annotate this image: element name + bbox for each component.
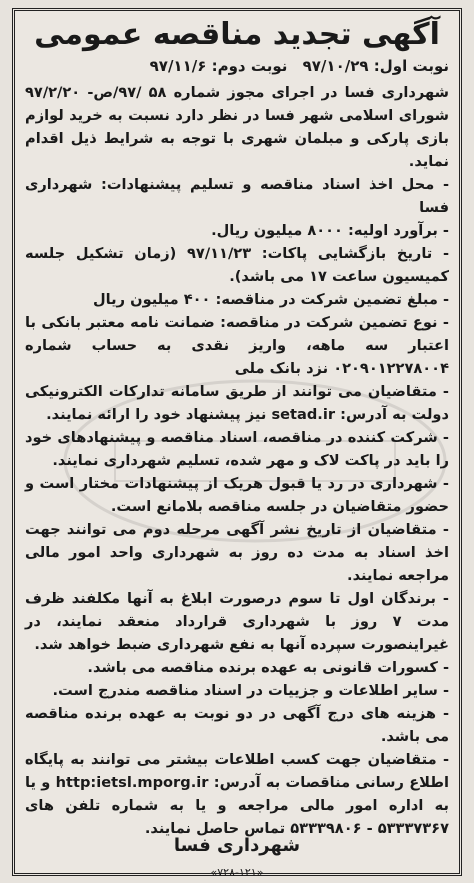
clause-rejection-right: - شهرداری در رد یا قبول هریک از پیشنهادات مختار است و حضور متقاضیان در جلسه مناقصه بلامانع است. [25,475,449,515]
clause-location: - محل اخذ اسناد مناقصه و تسلیم پیشنهادات: شهرداری فسا [25,176,449,216]
clause-winners: - برندگان اول تا سوم درصورت ابلاغ به آنها مکلفند ظرف مدت ۷ روز با شهرداری قرارداد منعقد نمایند، در غیراینصورت سپرده آنها به نفع شهرداری ضبط خواهد شد. [25,590,449,653]
clause-other-info: - سایر اطلاعات و جزییات در اسناد مناقصه مندرج است. [52,682,449,699]
intro-paragraph: شهرداری فسا در اجرای مجوز شماره ۵۸ /۹۷/ص- ۹۷/۲/۲۰ شورای اسلامی شهر فسا در نظر دارد نسبت به خرید لوازم بازی پارکی و مبلمان شهری با توجه به شرایط ذیل اقدام نماید. [25,84,449,170]
clause-contact: - متقاضیان جهت کسب اطلاعات بیشتر می توانند به پایگاه اطلاع رسانی مناقصات به آدرس: http:ietsl.mporg.ir و یا به اداره امور مالی مراجعه و یا به شماره تلفن های ۵۳۳۳۷۳۶۷ - ۵۳۳۳۹۸۰۶ تماس حاصل نمایند. [25,751,449,837]
clause-setad: - متقاضیان می توانند از طریق سامانه تدارکات الکترونیکی دولت به آدرس: setad.ir نیز پیشنهاد خود را ارائه نمایند. [25,383,449,423]
notice-code: «۷۲۸-۱۲۱» [210,866,264,879]
clause-ad-cost: - هزینه های درج آگهی در دو نوبت به عهده برنده مناقصه می باشد. [25,705,449,745]
signature: شهرداری فسا [173,835,301,856]
clause-estimate: - برآورد اولیه: ۸۰۰۰ میلیون ریال. [211,222,449,239]
clause-opening-date: - تاریخ بازگشایی پاکات: ۹۷/۱۱/۲۳ (زمان تشکیل جلسه کمیسیون ساعت ۱۷ می باشد). [25,245,450,285]
clause-guarantee-type: - نوع تضمین شرکت در مناقصه: ضمانت نامه معتبر بانکی با اعتبار سه ماهه، واریز نقدی به حساب شماره ۰۲۰۹۰۱۲۲۷۸۰۰۴ نزد بانک ملی [25,314,449,377]
clause-sealed-envelope: - شرکت کننده در مناقصه، اسناد مناقصه و پیشنهادهای خود را باید در پاکت لاک و مهر شده، تسلیم شهرداری نمایند. [25,429,449,469]
publication-dates [25,57,449,75]
notice-body [25,81,449,840]
clause-guarantee-amount: - مبلغ تضمین شرکت در مناقصه: ۴۰۰ میلیون ریال [93,291,449,308]
first-round-date: نوبت اول: ۹۷/۱۰/۲۹ [302,57,449,75]
notice-title: آگهی تجدید مناقصه عمومی [34,17,440,52]
clause-document-pickup: - متقاضیان از تاریخ نشر آگهی مرحله دوم می توانند جهت اخذ اسناد به مدت ده روز به شهرداری واحد امور مالی مراجعه نمایند. [25,521,449,584]
notice-frame [12,8,462,879]
clause-deductions: - کسورات قانونی به عهده برنده مناقصه می باشد. [87,659,449,676]
second-round-date: نوبت دوم: ۹۷/۱۱/۶ [149,57,288,75]
